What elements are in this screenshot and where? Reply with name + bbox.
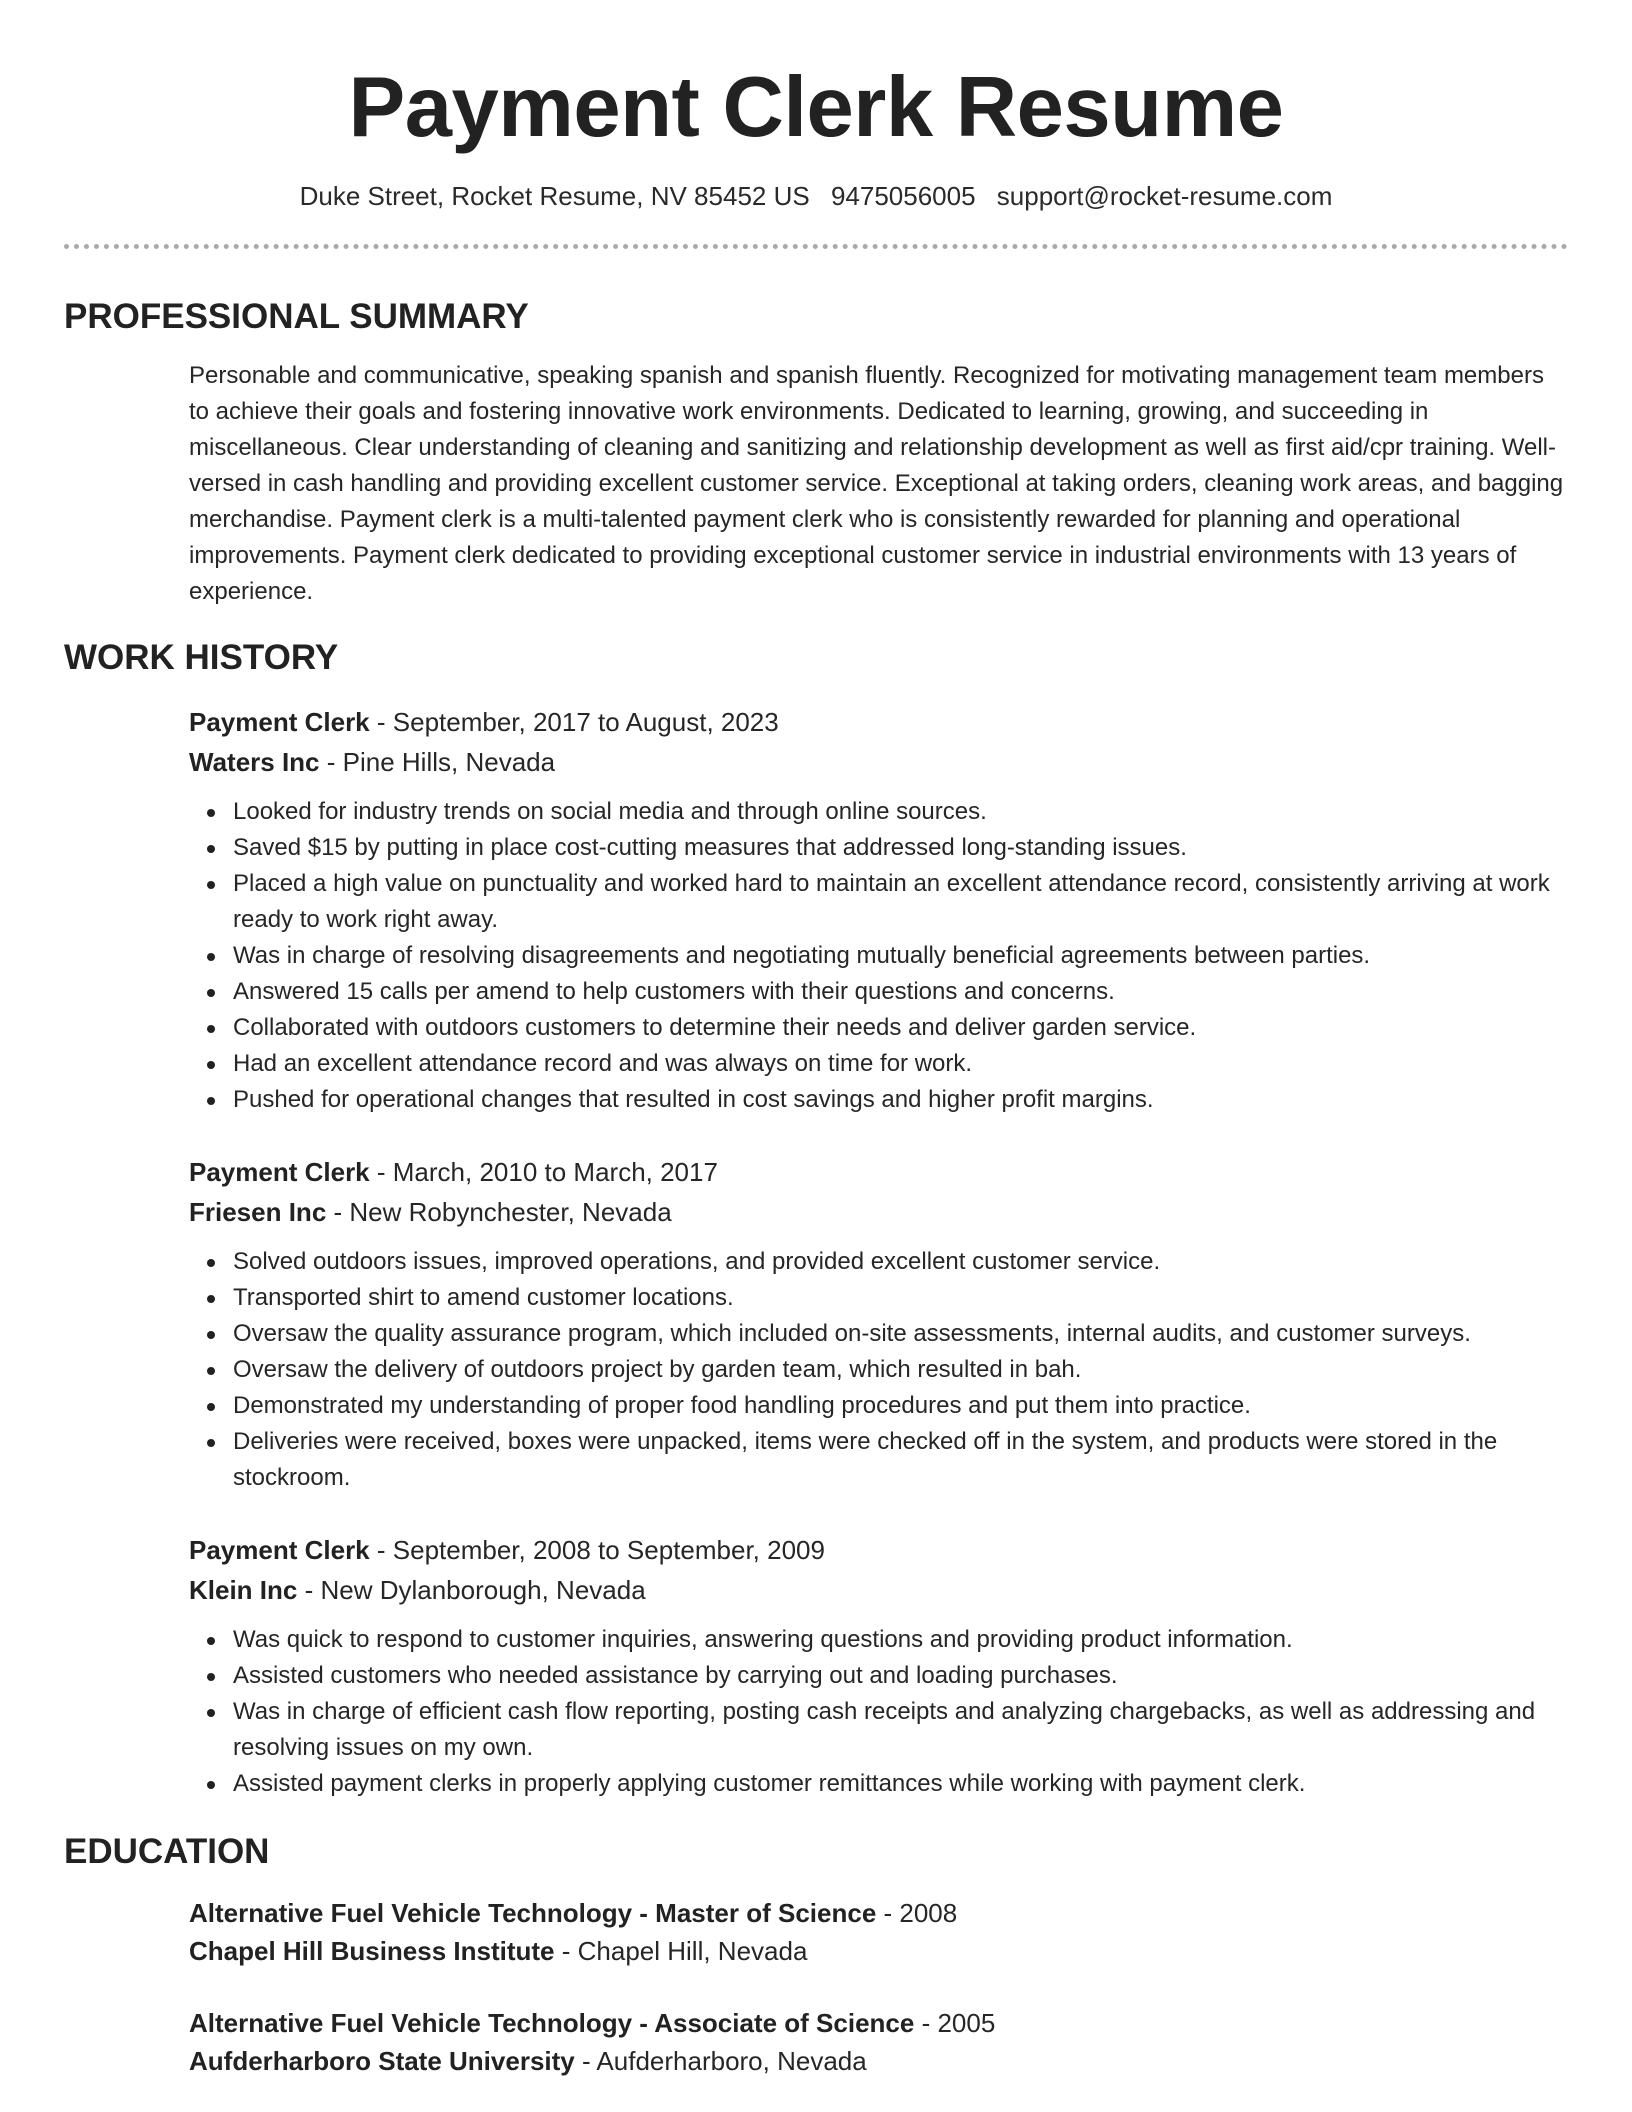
job-bullet: Transported shirt to amend customer locations. <box>233 1280 1564 1316</box>
job-company: Waters Inc <box>189 747 320 777</box>
job-bullet: Was in charge of resolving disagreements and negotiating mutually beneficial agreements between parties. <box>233 938 1564 974</box>
job-bullets <box>189 1244 1564 1496</box>
job-bullet: Oversaw the delivery of outdoors project by garden team, which resulted in bah. <box>233 1352 1564 1388</box>
summary-heading: PROFESSIONAL SUMMARY <box>64 297 529 336</box>
education-entry <box>189 1894 1564 1970</box>
job-bullet: Had an excellent attendance record and was always on time for work. <box>233 1046 1564 1082</box>
job-bullets <box>189 794 1564 1118</box>
job-entry <box>189 702 1564 1118</box>
header-divider <box>64 244 1568 249</box>
education-school-line <box>189 1932 1564 1970</box>
job-bullet: Was quick to respond to customer inquiries, answering questions and providing product information. <box>233 1622 1564 1658</box>
job-company-line <box>189 1570 1564 1610</box>
job-company-line <box>189 1192 1564 1232</box>
work-history-heading: WORK HISTORY <box>64 638 339 677</box>
contact-address: Duke Street, Rocket Resume, NV 85452 US <box>299 181 810 211</box>
job-bullet: Saved $15 by putting in place cost-cutting measures that addressed long-standing issues. <box>233 830 1564 866</box>
job-dates: - September, 2008 to September, 2009 <box>369 1535 825 1565</box>
job-company: Friesen Inc <box>189 1197 327 1227</box>
education-degree-line <box>189 1894 1564 1932</box>
education-school: Aufderharboro State University <box>189 2046 575 2076</box>
job-bullet: Answered 15 calls per amend to help customers with their questions and concerns. <box>233 974 1564 1010</box>
job-bullet: Was in charge of efficient cash flow reporting, posting cash receipts and analyzing chargebacks, as well as addressing and resolving issues on my own. <box>233 1694 1564 1766</box>
job-bullet: Collaborated with outdoors customers to determine their needs and deliver garden service. <box>233 1010 1564 1046</box>
job-location: - New Robynchester, Nevada <box>326 1197 672 1227</box>
job-entry <box>189 1152 1564 1496</box>
job-dates: - March, 2010 to March, 2017 <box>369 1157 718 1187</box>
summary-text: Personable and communicative, speaking spanish and spanish fluently. Recognized for motivating management team members to achieve their goals and fostering innovative work environments. Dedicated to learning, growing, and succeeding in miscellaneous. Clear understanding of cleaning and sanitizing and relationship development as well as first aid/cpr training. Well-versed in cash handling and providing excellent customer service. Exceptional at taking orders, cleaning work areas, and bagging merchandise. Payment clerk is a multi-talented payment clerk who is consistently rewarded for planning and operational improvements. Payment clerk dedicated to providing exceptional customer service in industrial environments with 13 years of experience. <box>189 362 1564 605</box>
job-entry <box>189 1530 1564 1802</box>
education-year: - 2008 <box>876 1898 958 1928</box>
education-degree: Alternative Fuel Vehicle Technology - Master of Science <box>189 1898 877 1928</box>
education-entry <box>189 2004 1564 2080</box>
contact-line <box>64 178 1568 214</box>
education-location: - Chapel Hill, Nevada <box>554 1936 808 1966</box>
job-bullet: Solved outdoors issues, improved operations, and provided excellent customer service. <box>233 1244 1564 1280</box>
job-bullet: Looked for industry trends on social media and through online sources. <box>233 794 1564 830</box>
job-company-line <box>189 742 1564 782</box>
education-degree-line <box>189 2004 1564 2042</box>
education-degree: Alternative Fuel Vehicle Technology - Associate of Science <box>189 2008 915 2038</box>
job-bullet: Assisted customers who needed assistance by carrying out and loading purchases. <box>233 1658 1564 1694</box>
job-bullet: Placed a high value on punctuality and worked hard to maintain an excellent attendance record, consistently arriving at work ready to work right away. <box>233 866 1564 938</box>
education-school: Chapel Hill Business Institute <box>189 1936 555 1966</box>
job-title: Payment Clerk <box>189 707 370 737</box>
job-title-line <box>189 1530 1564 1570</box>
education-school-line <box>189 2042 1564 2080</box>
job-title: Payment Clerk <box>189 1535 370 1565</box>
job-company: Klein Inc <box>189 1575 298 1605</box>
job-bullet: Pushed for operational changes that resulted in cost savings and higher profit margins. <box>233 1082 1564 1118</box>
education-location: - Aufderharboro, Nevada <box>574 2046 867 2076</box>
education-heading: EDUCATION <box>64 1832 270 1871</box>
resume-page <box>64 0 1568 2080</box>
contact-phone: 9475056005 <box>830 181 976 211</box>
job-location: - New Dylanborough, Nevada <box>297 1575 646 1605</box>
job-bullet: Demonstrated my understanding of proper food handling procedures and put them into practice. <box>233 1388 1564 1424</box>
job-location: - Pine Hills, Nevada <box>319 747 556 777</box>
job-title-line <box>189 1152 1564 1192</box>
job-bullet: Assisted payment clerks in properly applying customer remittances while working with payment clerk. <box>233 1766 1564 1802</box>
contact-email: support@rocket-resume.com <box>996 181 1333 211</box>
resume-title: Payment Clerk Resume <box>348 60 1284 155</box>
job-bullet: Deliveries were received, boxes were unpacked, items were checked off in the system, and products were stored in the stockroom. <box>233 1424 1564 1496</box>
job-title: Payment Clerk <box>189 1157 370 1187</box>
job-bullets <box>189 1622 1564 1802</box>
job-bullet: Oversaw the quality assurance program, which included on-site assessments, internal audits, and customer surveys. <box>233 1316 1564 1352</box>
job-dates: - September, 2017 to August, 2023 <box>369 707 779 737</box>
job-title-line <box>189 702 1564 742</box>
education-year: - 2005 <box>914 2008 996 2038</box>
